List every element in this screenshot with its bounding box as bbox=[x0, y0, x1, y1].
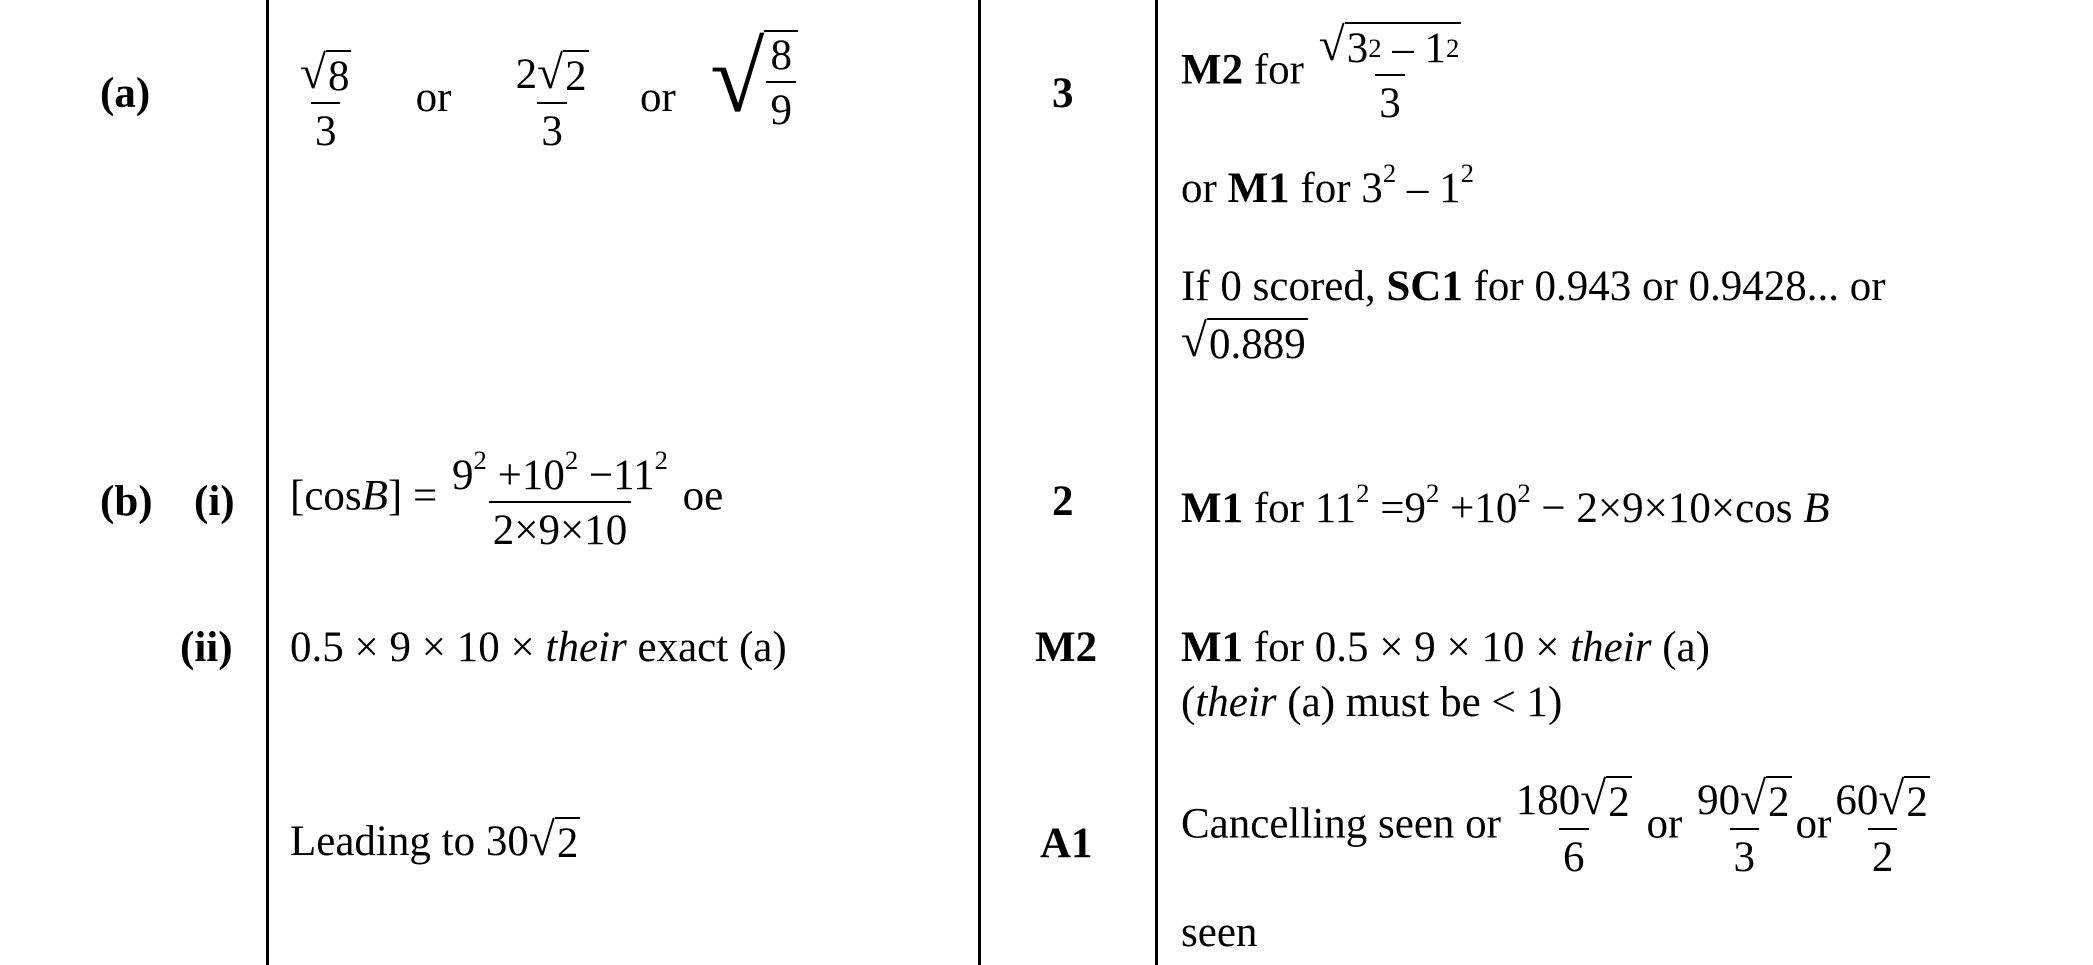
fraction-root8-over-3: √ 8 3 bbox=[300, 46, 350, 155]
fraction-root-3sq-minus-1sq: √ 3 2 – 1 2 3 bbox=[1318, 19, 1460, 127]
guidance-a-line3: If 0 scored, SC1 for 0.943 or 0.9428... or bbox=[1181, 263, 1886, 310]
fraction-2root2-over-3: 2 √ 2 3 bbox=[515, 46, 587, 155]
or-text: or bbox=[415, 74, 452, 121]
part-label-b: (b) bbox=[100, 478, 153, 525]
guidance-b-i: M1 for $11^2 =9^2 +10^2 - 2\times 9\times 10\times\cos$ B bbox=[1181, 478, 1830, 532]
fraction-90root2-over-3: 90 √ 2 3 bbox=[1697, 773, 1790, 881]
answer-b-i: [cosB] = $\frac{9^2 +10^2 -11^2}{2\times 9\times 10}$ oe bbox=[290, 445, 724, 554]
mark-b-ii-a1: A1 bbox=[1040, 820, 1093, 867]
answer-b-ii-line2: Leading to 30 √ 2 bbox=[290, 814, 579, 867]
mark-b-ii-m2: M2 bbox=[1035, 624, 1098, 671]
root-8-over-9: √ $\frac{8}{9}$ bbox=[710, 30, 798, 132]
guidance-a-line2: or M1 for $3^2 - 1^2$ bbox=[1181, 158, 1474, 212]
guidance-b-ii-line4: seen bbox=[1181, 909, 1258, 956]
guidance-b-ii-line3: Cancelling seen or 180 √ 2 6 or 90 √ 2 3 or 60 √ 2 2 bbox=[1181, 776, 1934, 879]
column-divider-1 bbox=[266, 0, 269, 965]
mark-a: 3 bbox=[1052, 70, 1074, 117]
guidance-a-line1: M2 for √ 3 2 – 1 2 3 bbox=[1181, 22, 1465, 125]
answer-a bbox=[296, 24, 798, 155]
fraction-60root2-over-2: 60 √ 2 2 bbox=[1835, 773, 1928, 881]
guidance-b-ii-line1: M1 for 0.5 × 9 × 10 × their (a) bbox=[1181, 624, 1710, 671]
part-label-b-ii: (ii) bbox=[180, 624, 233, 671]
or-text: or bbox=[639, 74, 676, 121]
guidance-a-line4: √ 0.889 bbox=[1181, 315, 1306, 368]
part-label-a: (a) bbox=[100, 70, 151, 117]
column-divider-2 bbox=[978, 0, 981, 965]
fraction-cosine-rule: $\frac{9^2 +10^2 -11^2}{2\times 9\times 10}$ bbox=[452, 445, 668, 554]
answer-b-ii-line1: 0.5 × 9 × 10 × their exact (a) bbox=[290, 624, 787, 671]
guidance-b-ii-line2: (their (a) must be < 1) bbox=[1181, 679, 1563, 726]
part-label-b-i: (i) bbox=[194, 478, 235, 525]
mark-b-i: 2 bbox=[1052, 478, 1074, 525]
fraction-180root2-over-6: 180 √ 2 6 bbox=[1515, 773, 1630, 881]
column-divider-3 bbox=[1155, 0, 1158, 965]
